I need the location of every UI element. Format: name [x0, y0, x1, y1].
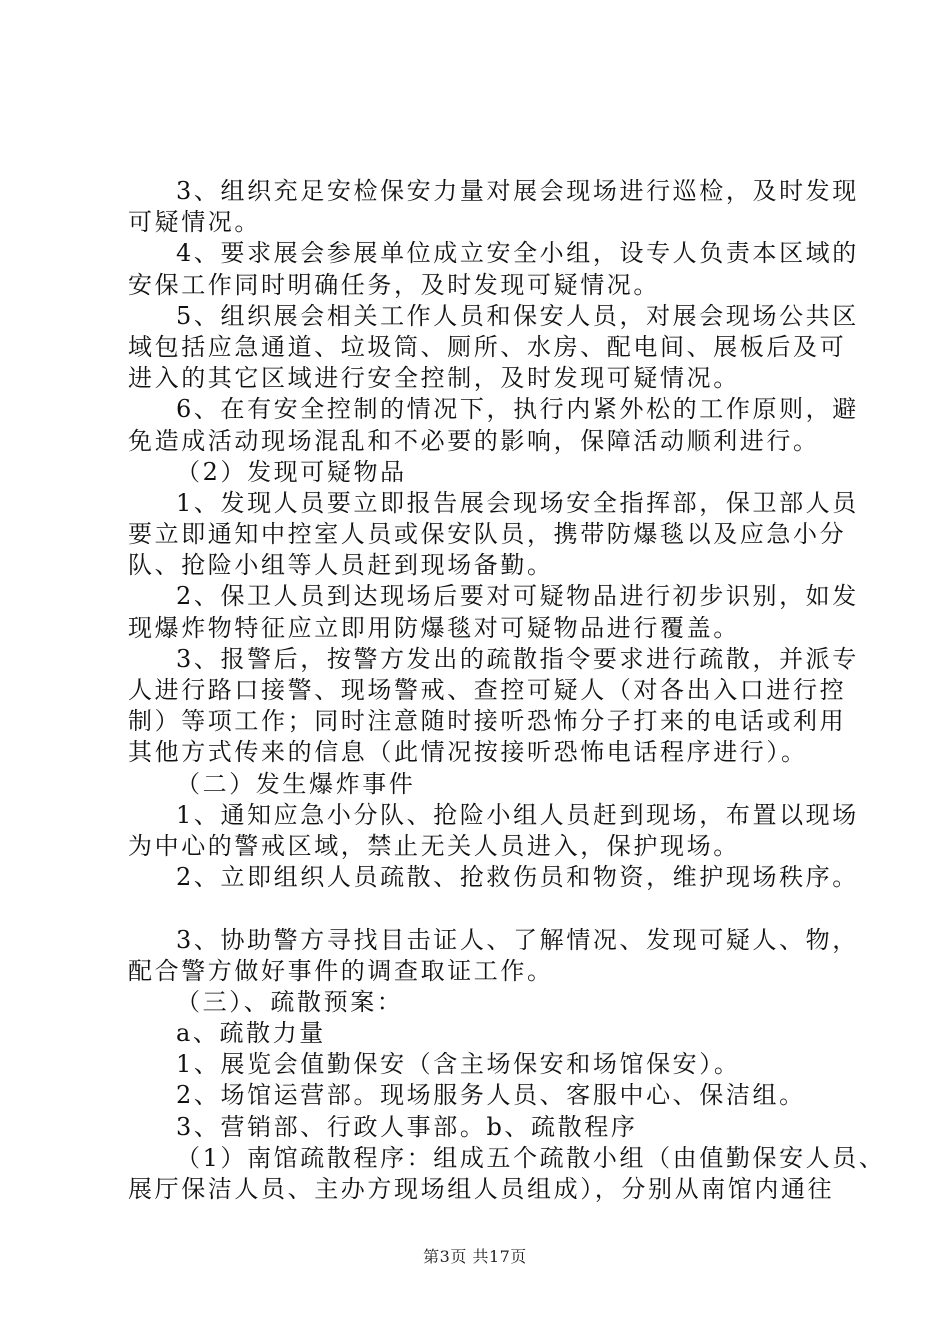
text-line: 队、抢险小组等人员赶到现场备勤。 — [128, 551, 554, 580]
text-line: 3、报警后，按警方发出的疏散指令要求进行疏散，并派专 — [176, 644, 859, 673]
text-line: 5、组织展会相关工作人员和保安人员，对展会现场公共区 — [176, 301, 859, 330]
text-line: 3、协助警方寻找目击证人、了解情况、发现可疑人、物， — [176, 925, 859, 954]
text-line: 要立即通知中控室人员或保安队员，携带防爆毯以及应急小分 — [128, 520, 847, 549]
text-line: 为中心的警戒区域，禁止无关人员进入，保护现场。 — [128, 831, 740, 860]
text-line: 6、在有安全控制的情况下，执行内紧外松的工作原则，避 — [176, 395, 859, 424]
text-line: 展厅保洁人员、主办方现场组人员组成），分别从南馆内通往 — [128, 1175, 835, 1203]
text-line: 配合警方做好事件的调查取证工作。 — [128, 956, 554, 985]
document-body — [128, 176, 886, 1205]
text-line: （三）、疏散预案： — [176, 987, 404, 1016]
text-line: 2、场馆运营部。现场服务人员、客服中心、保洁组。 — [176, 1081, 806, 1110]
text-line: 免造成活动现场混乱和不必要的影响，保障活动顺利进行。 — [128, 426, 820, 455]
text-line: （1）南馆疏散程序：组成五个疏散小组（由值勤保安人员、 — [176, 1143, 886, 1172]
blank-line — [128, 893, 848, 924]
text-line: 1、发现人员要立即报告展会现场安全指挥部，保卫部人员 — [176, 488, 859, 517]
page-footer: 第3页 共17页 — [423, 1247, 527, 1266]
text-line: 4、要求展会参展单位成立安全小组，设专人负责本区域的 — [176, 239, 859, 268]
text-line: （2）发现可疑物品 — [176, 457, 407, 486]
text-line: a、疏散力量 — [176, 1019, 326, 1048]
text-line: 3、组织充足安检保安力量对展会现场进行巡检，及时发现 — [176, 177, 859, 205]
text-line: （二）发生爆炸事件 — [176, 769, 416, 798]
text-line: 安保工作同时明确任务，及时发现可疑情况。 — [128, 270, 660, 299]
text-line: 其他方式传来的信息（此情况按接听恐怖电话程序进行）。 — [128, 738, 808, 767]
text-line: 现爆炸物特征应立即用防爆毯对可疑物品进行覆盖。 — [128, 613, 740, 642]
text-line: 1、展览会值勤保安（含主场保安和场馆保安）。 — [176, 1050, 741, 1079]
text-line: 3、营销部、行政人事部。b、疏散程序 — [176, 1112, 638, 1141]
text-line: 1、通知应急小分队、抢险小组人员赶到现场，布置以现场 — [176, 800, 859, 829]
text-line: 域包括应急通道、垃圾筒、厕所、水房、配电间、展板后及可 — [128, 332, 847, 361]
text-line: 2、立即组织人员疏散、抢救伤员和物资，维护现场秩序。 — [176, 863, 859, 892]
text-line: 制）等项工作；同时注意随时接听恐怖分子打来的电话或利用 — [128, 707, 847, 736]
text-line: 进入的其它区域进行安全控制，及时发现可疑情况。 — [128, 364, 740, 393]
text-line: 可疑情况。 — [128, 208, 261, 237]
text-line: 人进行路口接警、现场警戒、查控可疑人（对各出入口进行控 — [128, 676, 847, 704]
text-line: 2、保卫人员到达现场后要对可疑物品进行初步识别，如发 — [176, 582, 859, 611]
